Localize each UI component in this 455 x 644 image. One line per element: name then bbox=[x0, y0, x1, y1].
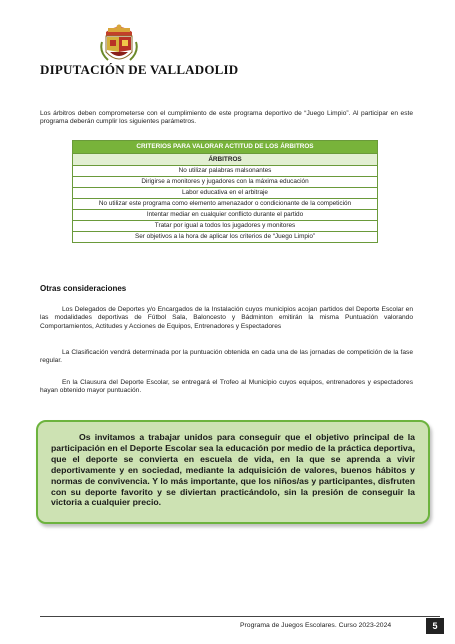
table-row: Intentar mediar en cualquier conflicto durante el partido bbox=[73, 210, 378, 221]
invitation-callout bbox=[36, 420, 430, 524]
page-number: 5 bbox=[426, 618, 444, 634]
table-row: No utilizar este programa como elemento amenazador o condicionante de la competición bbox=[73, 199, 378, 210]
table-row: Ser objetivos a la hora de aplicar los criterios de “Juego Limpio” bbox=[73, 232, 378, 243]
table-subheader: ÁRBITROS bbox=[73, 154, 378, 166]
organization-name: DIPUTACIÓN DE VALLADOLID bbox=[40, 62, 239, 77]
intro-paragraph: Los árbitros deben comprometerse con el cumplimiento de este programa deportivo de “Juego Limpio”. Al participar en este programa deberán cumplir los siguientes parámetros. bbox=[40, 110, 413, 126]
footer-text: Programa de Juegos Escolares. Curso 2023-2024 bbox=[240, 622, 392, 629]
section-paragraph: La Clasificación vendrá determinada por la puntuación obtenida en cada una de las jornadas de competición de la fase regular. bbox=[40, 349, 413, 365]
footer-divider bbox=[40, 616, 440, 617]
table-row: Labor educativa en el arbitraje bbox=[73, 188, 378, 199]
table-row: No utilizar palabras malsonantes bbox=[73, 166, 378, 177]
table-row: Tratar por igual a todos los jugadores y monitores bbox=[73, 221, 378, 232]
table-row: Dirigirse a monitores y jugadores con la máxima educación bbox=[73, 177, 378, 188]
section-heading: Otras consideraciones bbox=[40, 284, 127, 293]
callout-text: Os invitamos a trabajar unidos para conseguir que el objetivo principal de la participación en el Deporte Escolar sea la educación por medio de la práctica deportiva, que el deporte se convierta en escuela de vida, en la que se aprenda a vivir deportivamente y en sociedad, mediante la adquisición de valores, buenos hábitos y normas de convivencia. Y lo más importante, que los niños/as y participantes, disfruten con su deporte favorito y se diviertan practicándolo, sin la presión de conseguir la victoria a cualquier precio. bbox=[51, 432, 415, 508]
criteria-table bbox=[72, 140, 378, 243]
table-title: CRITERIOS PARA VALORAR ACTITUD DE LOS ÁRBITROS bbox=[73, 141, 378, 154]
section-paragraph: En la Clausura del Deporte Escolar, se entregará el Trofeo al Municipio cuyos equipos, entrenadores y espectadores hayan obtenido mayor puntuación. bbox=[40, 379, 413, 395]
section-paragraph: Los Delegados de Deportes y/o Encargados de la Instalación cuyos municipios acojan partidos del Deporte Escolar en las modalidades deportivas de Fútbol Sala, Baloncesto y Bádminton emitirán la misma Puntuación valorando Comportamientos, Actitudes y Acciones de Equipos, Entrenadores y Espectadores bbox=[40, 306, 413, 330]
